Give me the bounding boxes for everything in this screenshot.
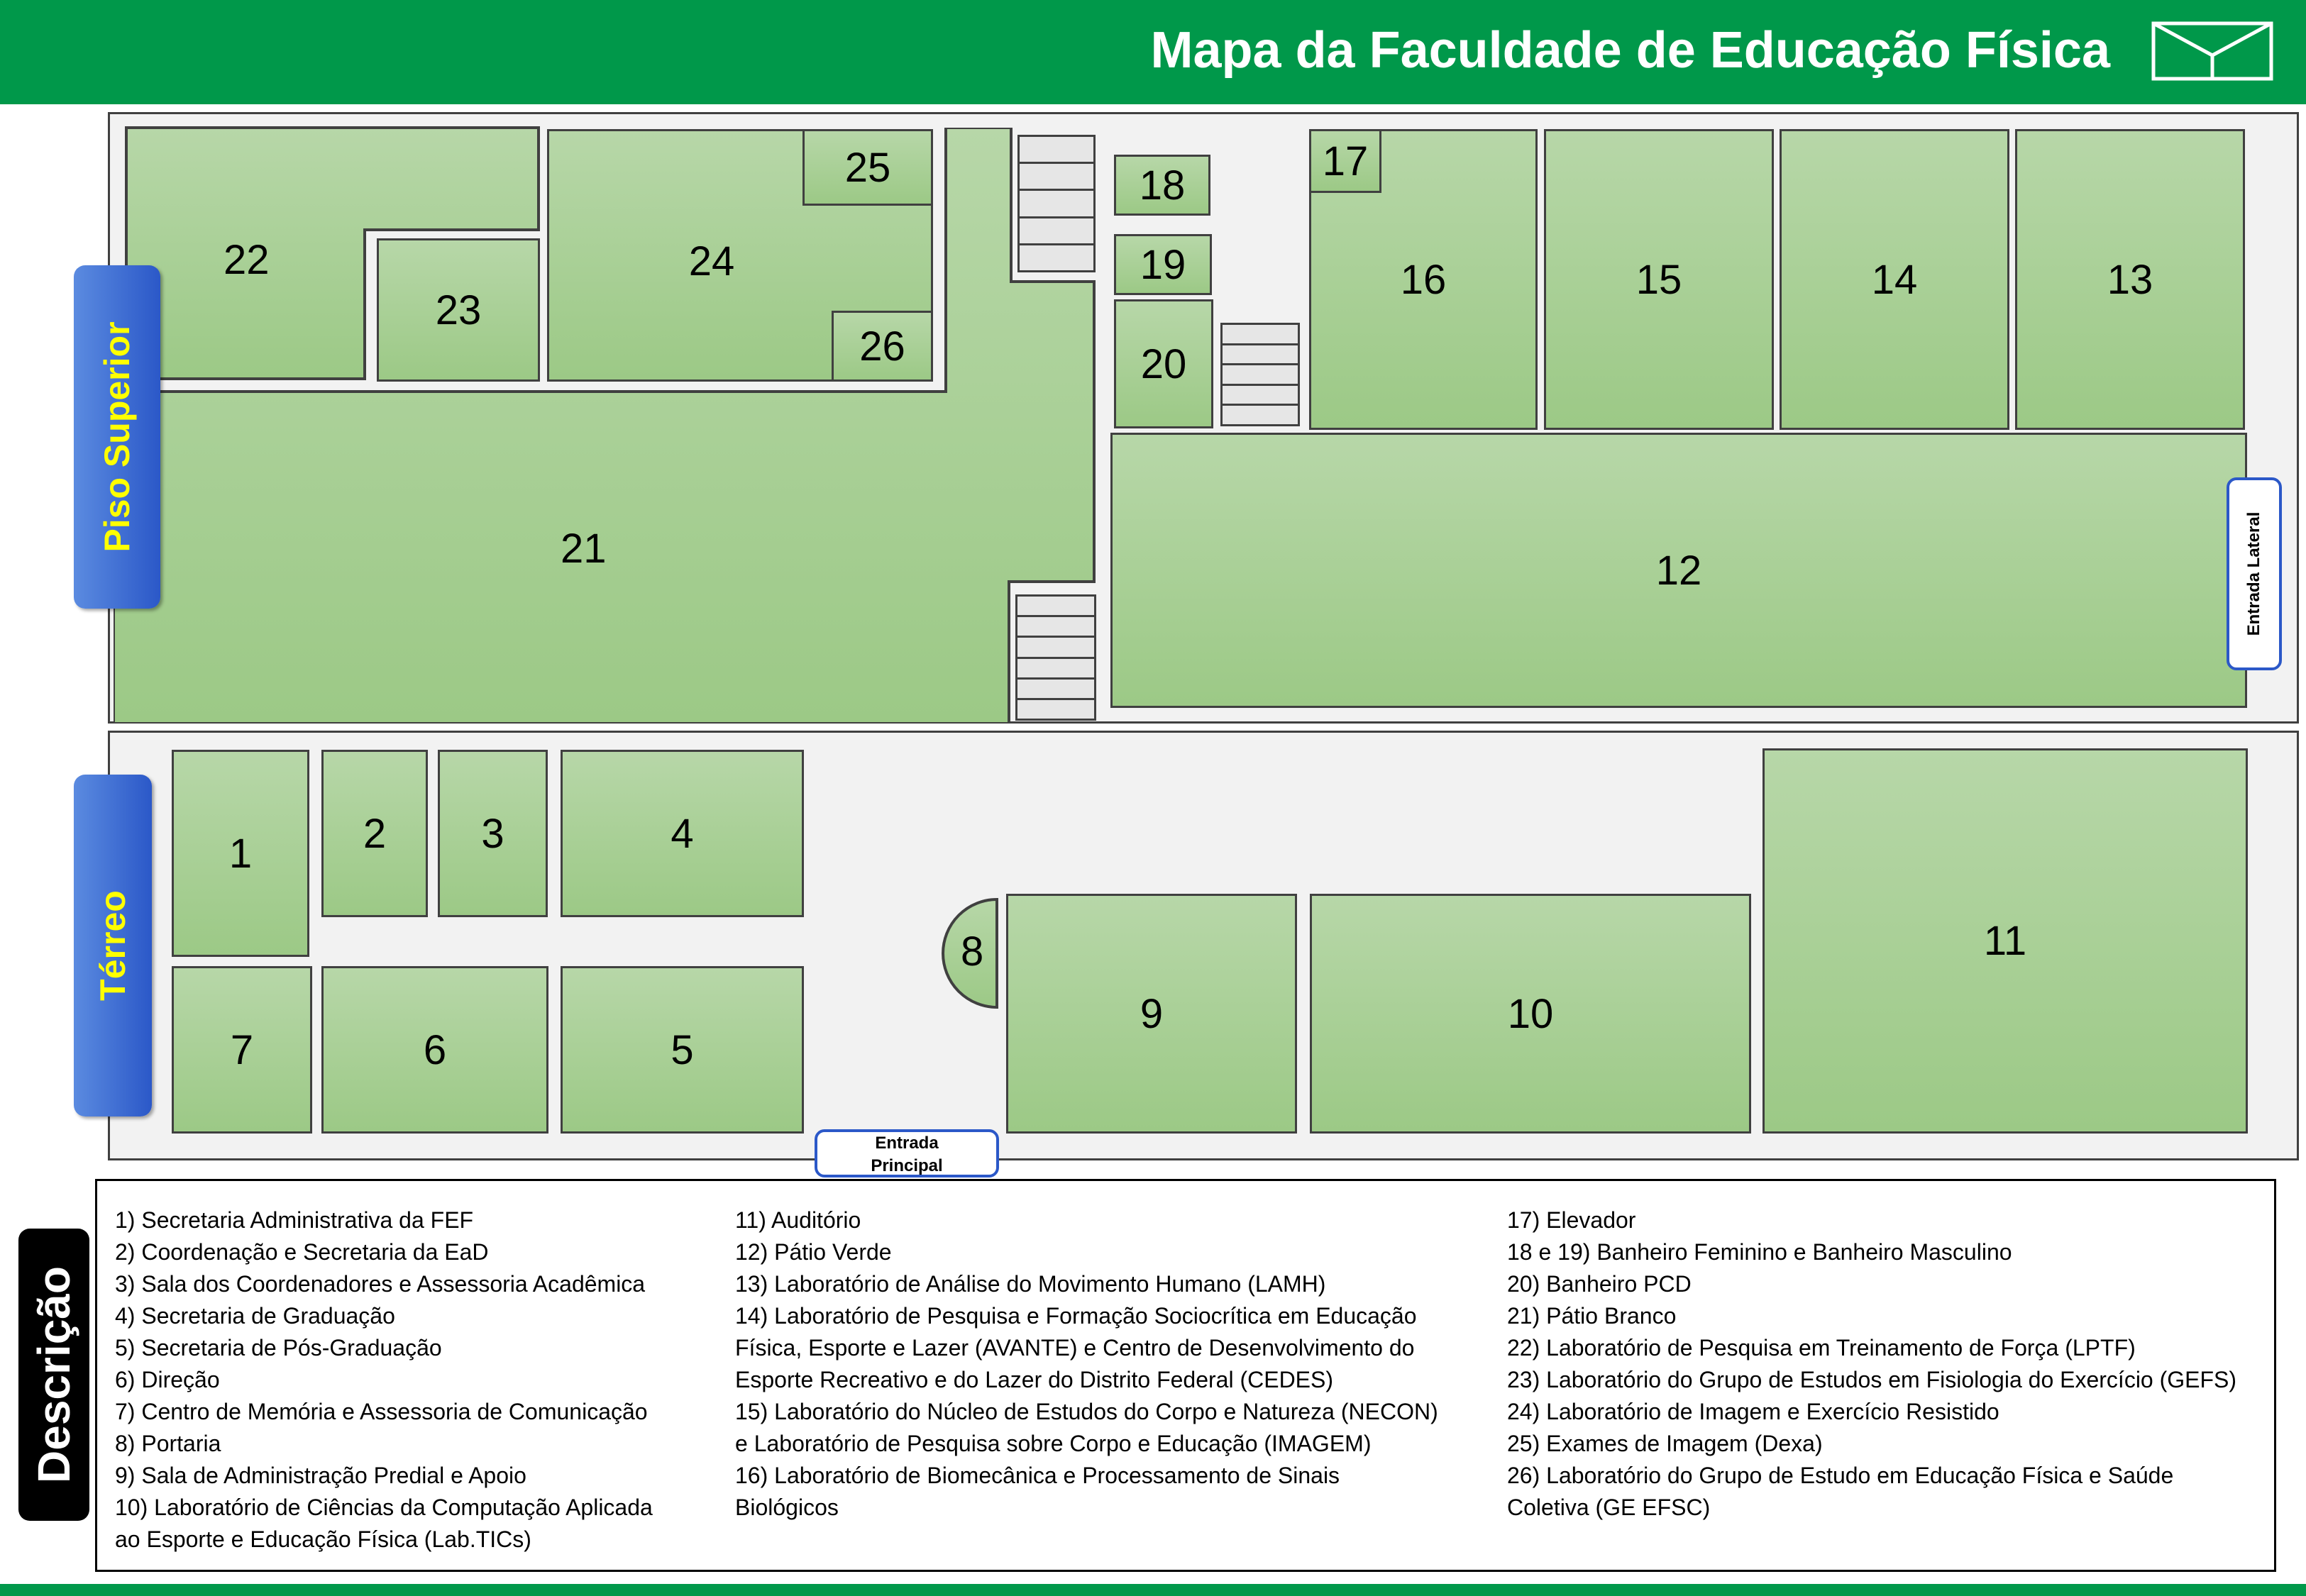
room-26[interactable] — [832, 311, 933, 382]
room-9[interactable] — [1006, 894, 1297, 1134]
room-2-label: 2 — [363, 810, 387, 857]
room-12[interactable] — [1110, 433, 2247, 708]
list-item: 10) Laboratório de Ciências da Computação Aplicada — [115, 1495, 653, 1520]
list-item: ao Esporte e Educação Física (Lab.TICs) — [115, 1526, 531, 1552]
room-25[interactable] — [802, 129, 933, 206]
room-18[interactable] — [1114, 155, 1210, 216]
room-1[interactable] — [172, 750, 309, 957]
main-entrance[interactable] — [815, 1129, 999, 1177]
room-9-label: 9 — [1140, 990, 1164, 1037]
stairs-elevator-side — [1220, 323, 1300, 426]
room-6-label: 6 — [423, 1026, 447, 1073]
room-6[interactable] — [321, 966, 548, 1134]
list-item: 11) Auditório — [735, 1207, 861, 1233]
room-14-label: 14 — [1871, 256, 1918, 303]
envelope-icon — [2151, 21, 2273, 81]
room-20[interactable] — [1114, 299, 1213, 428]
list-item: 9) Sala de Administração Predial e Apoio — [115, 1463, 526, 1488]
room-7[interactable] — [172, 966, 312, 1134]
room-13[interactable] — [2015, 129, 2245, 430]
list-item: Física, Esporte e Lazer (AVANTE) e Centro de Desenvolvimento do — [735, 1335, 1415, 1361]
list-item: 23) Laboratório do Grupo de Estudos em Fisiologia do Exercício (GEFS) — [1507, 1367, 2237, 1392]
main-entrance-label: Entrada Principal — [871, 1134, 943, 1175]
room-25-label: 25 — [844, 144, 891, 191]
ground-floor-label: Térreo — [93, 890, 133, 1001]
room-15[interactable] — [1544, 129, 1774, 430]
room-3[interactable] — [438, 750, 548, 917]
list-item: 12) Pátio Verde — [735, 1239, 892, 1265]
stairs-upper-bottom — [1015, 594, 1096, 721]
room-4[interactable] — [561, 750, 804, 917]
room-23[interactable] — [377, 238, 540, 382]
list-item: 16) Laboratório de Biomecânica e Processamento de Sinais — [735, 1463, 1340, 1488]
stairs-upper-top — [1017, 135, 1096, 272]
side-entrance-label: Entrada Lateral — [2244, 511, 2263, 636]
list-item: 13) Laboratório de Análise do Movimento Humano (LAMH) — [735, 1271, 1326, 1297]
list-item: 8) Portaria — [115, 1431, 221, 1456]
room-10-label: 10 — [1507, 990, 1554, 1037]
room-23-label: 23 — [435, 287, 482, 333]
room-20-label: 20 — [1140, 340, 1187, 387]
list-item: 26) Laboratório do Grupo de Estudo em Educação Física e Saúde — [1507, 1463, 2174, 1488]
list-item: 1) Secretaria Administrativa da FEF — [115, 1207, 474, 1233]
room-4-label: 4 — [671, 810, 694, 857]
room-19-label: 19 — [1140, 241, 1186, 288]
upper-floor-tab[interactable] — [74, 265, 160, 609]
room-21-label: 21 — [561, 526, 607, 572]
room-11-label: 11 — [1983, 918, 2027, 964]
list-item: 2) Coordenação e Secretaria da EaD — [115, 1239, 489, 1265]
description-column-3 — [1507, 1204, 2236, 1524]
room-12-label: 12 — [1655, 547, 1702, 594]
list-item: 3) Sala dos Coordenadores e Assessoria Acadêmica — [115, 1271, 646, 1297]
room-5-label: 5 — [671, 1026, 694, 1073]
room-26-label: 26 — [859, 323, 905, 370]
list-item: 17) Elevador — [1507, 1207, 1636, 1233]
page-title: Mapa da Faculdade de Educação Física — [1150, 22, 2110, 79]
list-item: 6) Direção — [115, 1367, 220, 1392]
list-item: 21) Pátio Branco — [1507, 1303, 1677, 1329]
room-11[interactable] — [1762, 748, 2248, 1134]
list-item: Biológicos — [735, 1495, 839, 1520]
room-7-label: 7 — [230, 1026, 254, 1073]
list-item: 24) Laboratório de Imagem e Exercício Resistido — [1507, 1399, 1999, 1424]
room-16-label: 16 — [1400, 256, 1447, 303]
description-label: Descrição — [28, 1266, 79, 1483]
room-17-label: 17 — [1322, 138, 1369, 184]
room-19[interactable] — [1114, 234, 1212, 295]
ground-floor-tab[interactable] — [74, 775, 152, 1116]
room-14[interactable] — [1780, 129, 2009, 430]
room-1-label: 1 — [228, 830, 253, 877]
list-item: 20) Banheiro PCD — [1507, 1271, 1692, 1297]
list-item: 4) Secretaria de Graduação — [115, 1303, 395, 1329]
upper-floor-label: Piso Superior — [97, 321, 137, 553]
list-item: Esporte Recreativo e do Lazer do Distrito Federal (CEDES) — [735, 1367, 1334, 1392]
room-15-label: 15 — [1635, 256, 1682, 303]
room-10[interactable] — [1310, 894, 1751, 1134]
description-column-1 — [115, 1204, 653, 1556]
room-18-label: 18 — [1139, 162, 1186, 209]
footer-bar — [0, 1584, 2306, 1596]
list-item: 22) Laboratório de Pesquisa em Treinamento de Força (LPTF) — [1507, 1335, 2136, 1361]
room-3-label: 3 — [481, 810, 504, 857]
description-column-2 — [735, 1204, 1438, 1524]
list-item: e Laboratório de Pesquisa sobre Corpo e Educação (IMAGEM) — [735, 1431, 1372, 1456]
description-tab — [18, 1229, 89, 1521]
room-8-label: 8 — [961, 929, 984, 975]
side-entrance[interactable] — [2227, 477, 2282, 670]
list-item: 7) Centro de Memória e Assessoria de Comunicação — [115, 1399, 648, 1424]
list-item: 15) Laboratório do Núcleo de Estudos do Corpo e Natureza (NECON) — [735, 1399, 1438, 1424]
list-item: 14) Laboratório de Pesquisa e Formação Sociocrítica em Educação — [735, 1303, 1417, 1329]
list-item: 18 e 19) Banheiro Feminino e Banheiro Masculino — [1507, 1239, 2012, 1265]
room-22-label: 22 — [224, 237, 270, 283]
list-item: Coletiva (GE EFSC) — [1507, 1495, 1711, 1520]
list-item: 5) Secretaria de Pós-Graduação — [115, 1335, 442, 1361]
room-24-label: 24 — [688, 238, 735, 284]
room-13-label: 13 — [2107, 256, 2153, 303]
room-2[interactable] — [321, 750, 428, 917]
room-5[interactable] — [561, 966, 804, 1134]
list-item: 25) Exames de Imagem (Dexa) — [1507, 1431, 1823, 1456]
room-17[interactable] — [1309, 129, 1381, 193]
